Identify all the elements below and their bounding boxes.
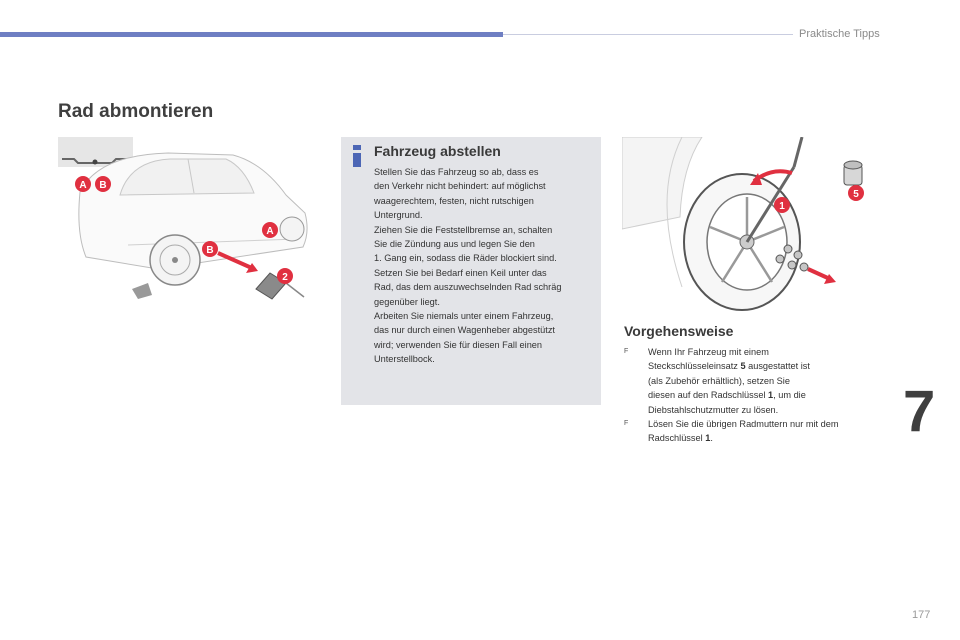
callout-a-inset bbox=[75, 176, 91, 192]
info-box bbox=[341, 137, 601, 405]
wheel-chock bbox=[132, 283, 152, 299]
header-accent-bar bbox=[0, 32, 503, 37]
svg-text:2: 2 bbox=[282, 272, 288, 283]
page-number: 177 bbox=[912, 609, 931, 621]
procedure-step-2: F Lösen Sie die übrigen Radmuttern nur mit dem Radschlüssel 1. bbox=[624, 419, 839, 444]
info-box-text: Stellen Sie das Fahrzeug so ab, dass es den Verkehr nicht behindert: auf möglichst waagerechtem, festen, nicht rutschigen Untergrund. Ziehen Sie die Feststellbremse an, schalten Sie die Zündung aus und legen Sie den 1. Gang ein, sodass die Räder blockiert sind. Setzen Sie bei Bedarf einen Keil unter das Rad, das dem auszuwechselnden Rad schräg gegenüber liegt. Arbeiten Sie niemals unter einem Fahrzeug, das nur durch einen Wagenheber abgestützt wird; verwenden Sie für diesen Fall einen Unterstellbock. bbox=[374, 167, 562, 365]
svg-text:5: 5 bbox=[853, 189, 859, 200]
procedure-steps bbox=[624, 345, 886, 446]
section-label: Praktische Tipps bbox=[799, 28, 880, 40]
front-wheel bbox=[280, 217, 304, 241]
svg-text:B: B bbox=[206, 245, 214, 256]
info-box-title: Fahrzeug abstellen bbox=[374, 143, 501, 159]
page-title: Rad abmontieren bbox=[58, 101, 214, 122]
bullet-marker: F bbox=[624, 348, 629, 355]
svg-text:A: A bbox=[79, 180, 87, 191]
svg-text:A: A bbox=[266, 226, 274, 237]
bullet-marker: F bbox=[624, 420, 629, 428]
callout-1 bbox=[774, 197, 790, 213]
svg-text:B: B bbox=[99, 180, 107, 191]
wheel-wrench-illustration bbox=[622, 137, 880, 312]
callout-b-rear bbox=[202, 241, 218, 257]
chapter-number: 7 bbox=[903, 379, 936, 444]
callout-a-front bbox=[262, 222, 278, 238]
header-rule bbox=[503, 34, 793, 35]
procedure-title: Vorgehensweise bbox=[624, 323, 734, 339]
info-icon bbox=[353, 145, 361, 167]
callout-5 bbox=[848, 185, 864, 201]
procedure-step-1: F Wenn Ihr Fahrzeug mit einem Steckschlüsseleinsatz 5 ausgestattet ist (als Zubehör erhältlich), setzen Sie diesen auf den Radschlüssel 1, um die Diebstahlschutzmutter zu lösen. bbox=[624, 347, 810, 415]
callout-b-inset bbox=[95, 176, 111, 192]
socket-adapter bbox=[844, 161, 862, 185]
car-jack-points-illustration bbox=[58, 137, 320, 307]
svg-text:1: 1 bbox=[779, 201, 785, 212]
callout-2-jack bbox=[277, 268, 293, 284]
